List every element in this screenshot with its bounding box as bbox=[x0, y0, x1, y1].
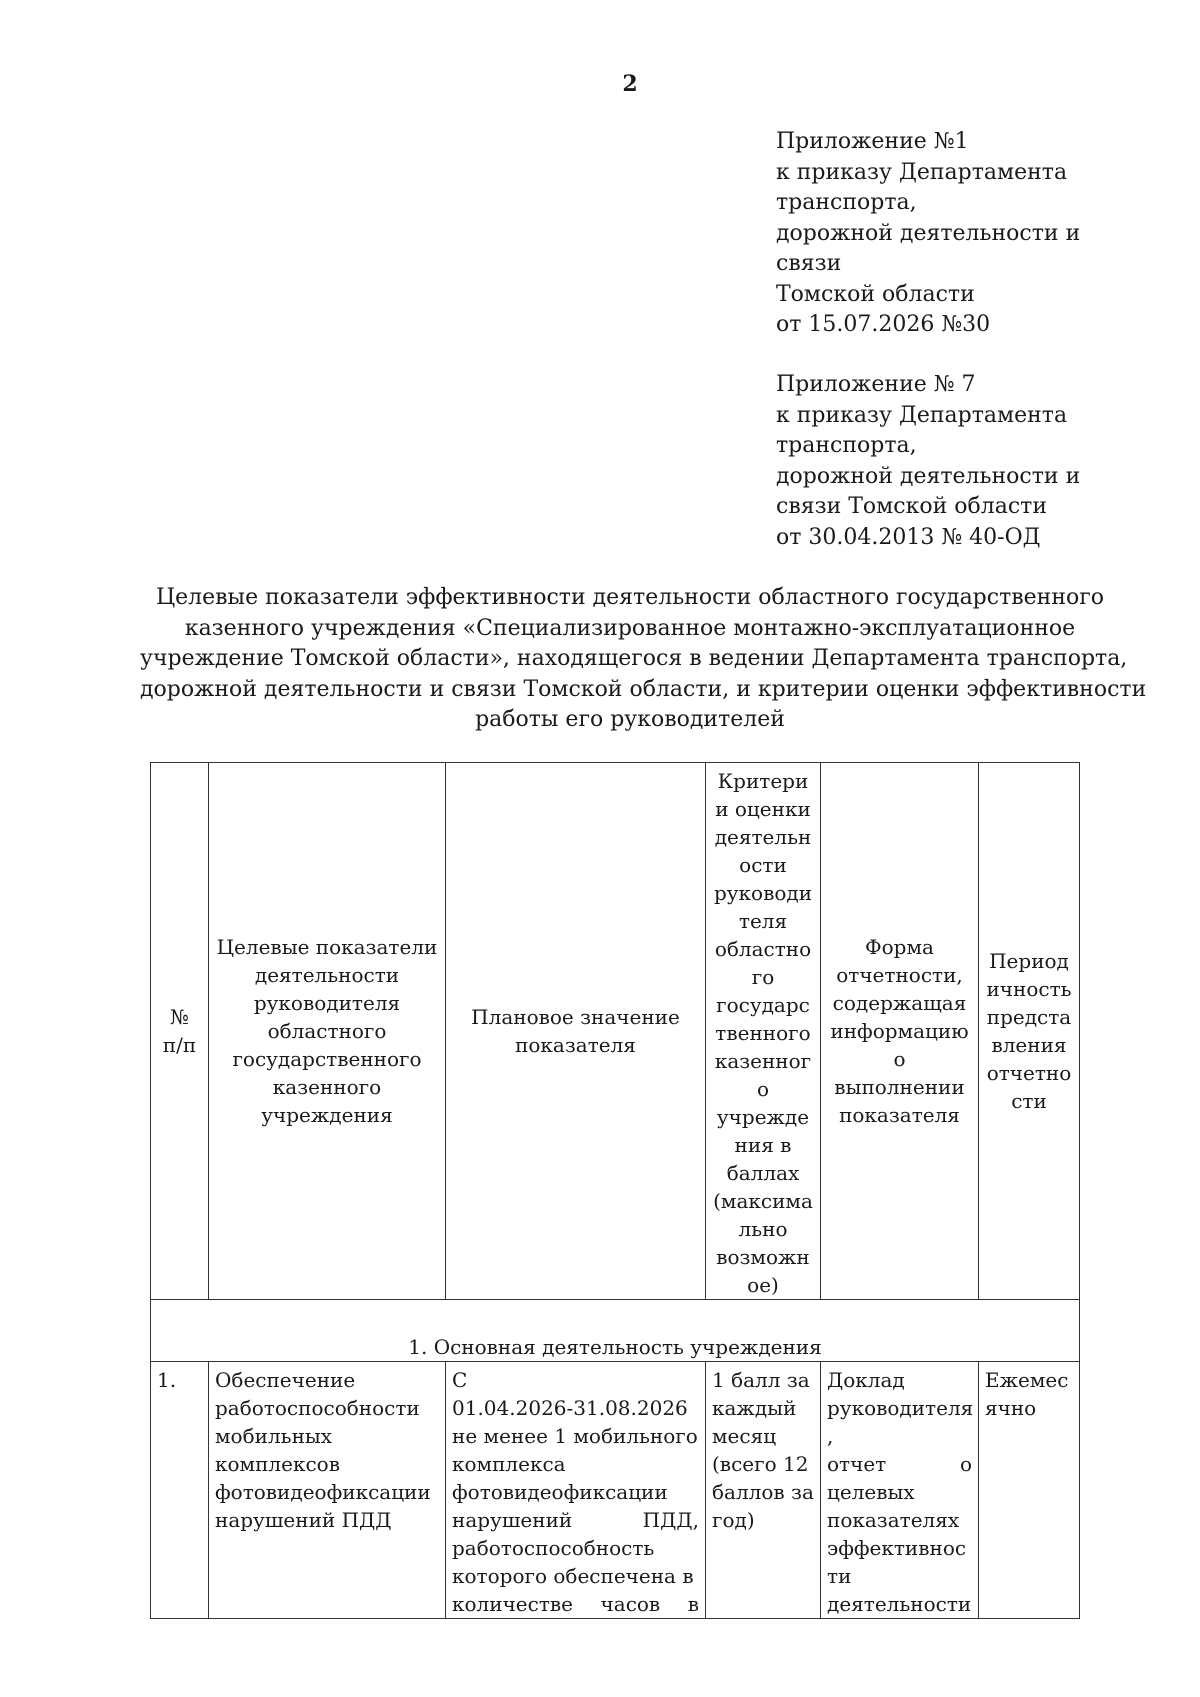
cell-plan: С 01.04.2026-31.08.2026 не менее 1 мобильного комплекса фотовидеофиксации нарушений ПДД, работоспособность которого обеспечена в количестве часов в bbox=[446, 1362, 706, 1619]
annex-line: к приказу Департамента bbox=[776, 402, 1068, 428]
kpi-table bbox=[150, 762, 1080, 1619]
title-line: Целевые показатели эффективности деятельности областного государственного bbox=[155, 585, 1105, 610]
annex-1-block bbox=[776, 127, 1136, 341]
annex-line: дорожной деятельности и bbox=[776, 220, 1081, 246]
header-plan: Плановое значение показателя bbox=[446, 763, 706, 1300]
section-row bbox=[151, 1300, 1080, 1362]
header-num: № п/п bbox=[151, 763, 209, 1300]
title-line: работы его руководителей bbox=[475, 707, 785, 732]
section-title: 1. Основная деятельность учреждения bbox=[151, 1300, 1080, 1362]
cell-num: 1. bbox=[151, 1362, 209, 1619]
annex-7-block bbox=[776, 370, 1136, 553]
header-periodicity: Период ичность предста вления отчетно сти bbox=[979, 763, 1080, 1300]
annex-line: от 30.04.2013 № 40-ОД bbox=[776, 524, 1041, 550]
title-line: учреждение Томской области», находящегося в ведении Департамента транспорта, bbox=[140, 646, 1128, 671]
annex-line: Томской области bbox=[776, 281, 975, 307]
cell-report-form: Доклад руководителя , отчет о целевых показателях эффективнос ти деятельности bbox=[821, 1362, 979, 1619]
annex-line: к приказу Департамента bbox=[776, 159, 1068, 185]
annex-line: связи Томской области bbox=[776, 494, 1047, 519]
title-line: казенного учреждения «Специализированное монтажно-эксплуатационное bbox=[184, 615, 1076, 641]
annex-line: связи bbox=[776, 251, 842, 276]
cell-periodicity: Ежемес ячно bbox=[979, 1362, 1080, 1619]
cell-criteria: 1 балл за каждый месяц (всего 12 баллов за год) bbox=[706, 1362, 821, 1619]
title-line: дорожной деятельности и связи Томской области, и критерии оценки эффективности bbox=[140, 676, 1147, 702]
annex-line: транспорта, bbox=[776, 190, 917, 215]
page-number: 2 bbox=[622, 71, 638, 97]
annex-line: транспорта, bbox=[776, 433, 917, 458]
table-header-row bbox=[151, 763, 1080, 1300]
cell-indicator: Обеспечение работоспособности мобильных комплексов фотовидеофиксации нарушений ПДД bbox=[209, 1362, 446, 1619]
header-criteria: Критери и оценки деятельн ости руководи теля областно го государс твенного казенног о учрежде ния в баллах (максима льно возможн ое) bbox=[706, 763, 821, 1300]
document-title bbox=[140, 583, 1147, 736]
annex-line: дорожной деятельности и bbox=[776, 463, 1081, 489]
annex-line: Приложение № 7 bbox=[776, 372, 976, 397]
table-row bbox=[151, 1362, 1080, 1619]
header-indicators: Целевые показатели деятельности руководителя областного государственного казенного учреждения bbox=[209, 763, 446, 1300]
annex-line: Приложение №1 bbox=[776, 129, 969, 154]
annex-line: от 15.07.2026 №30 bbox=[776, 312, 991, 337]
header-report-form: Форма отчетности, содержащая информацию о выполнении показателя bbox=[821, 763, 979, 1300]
